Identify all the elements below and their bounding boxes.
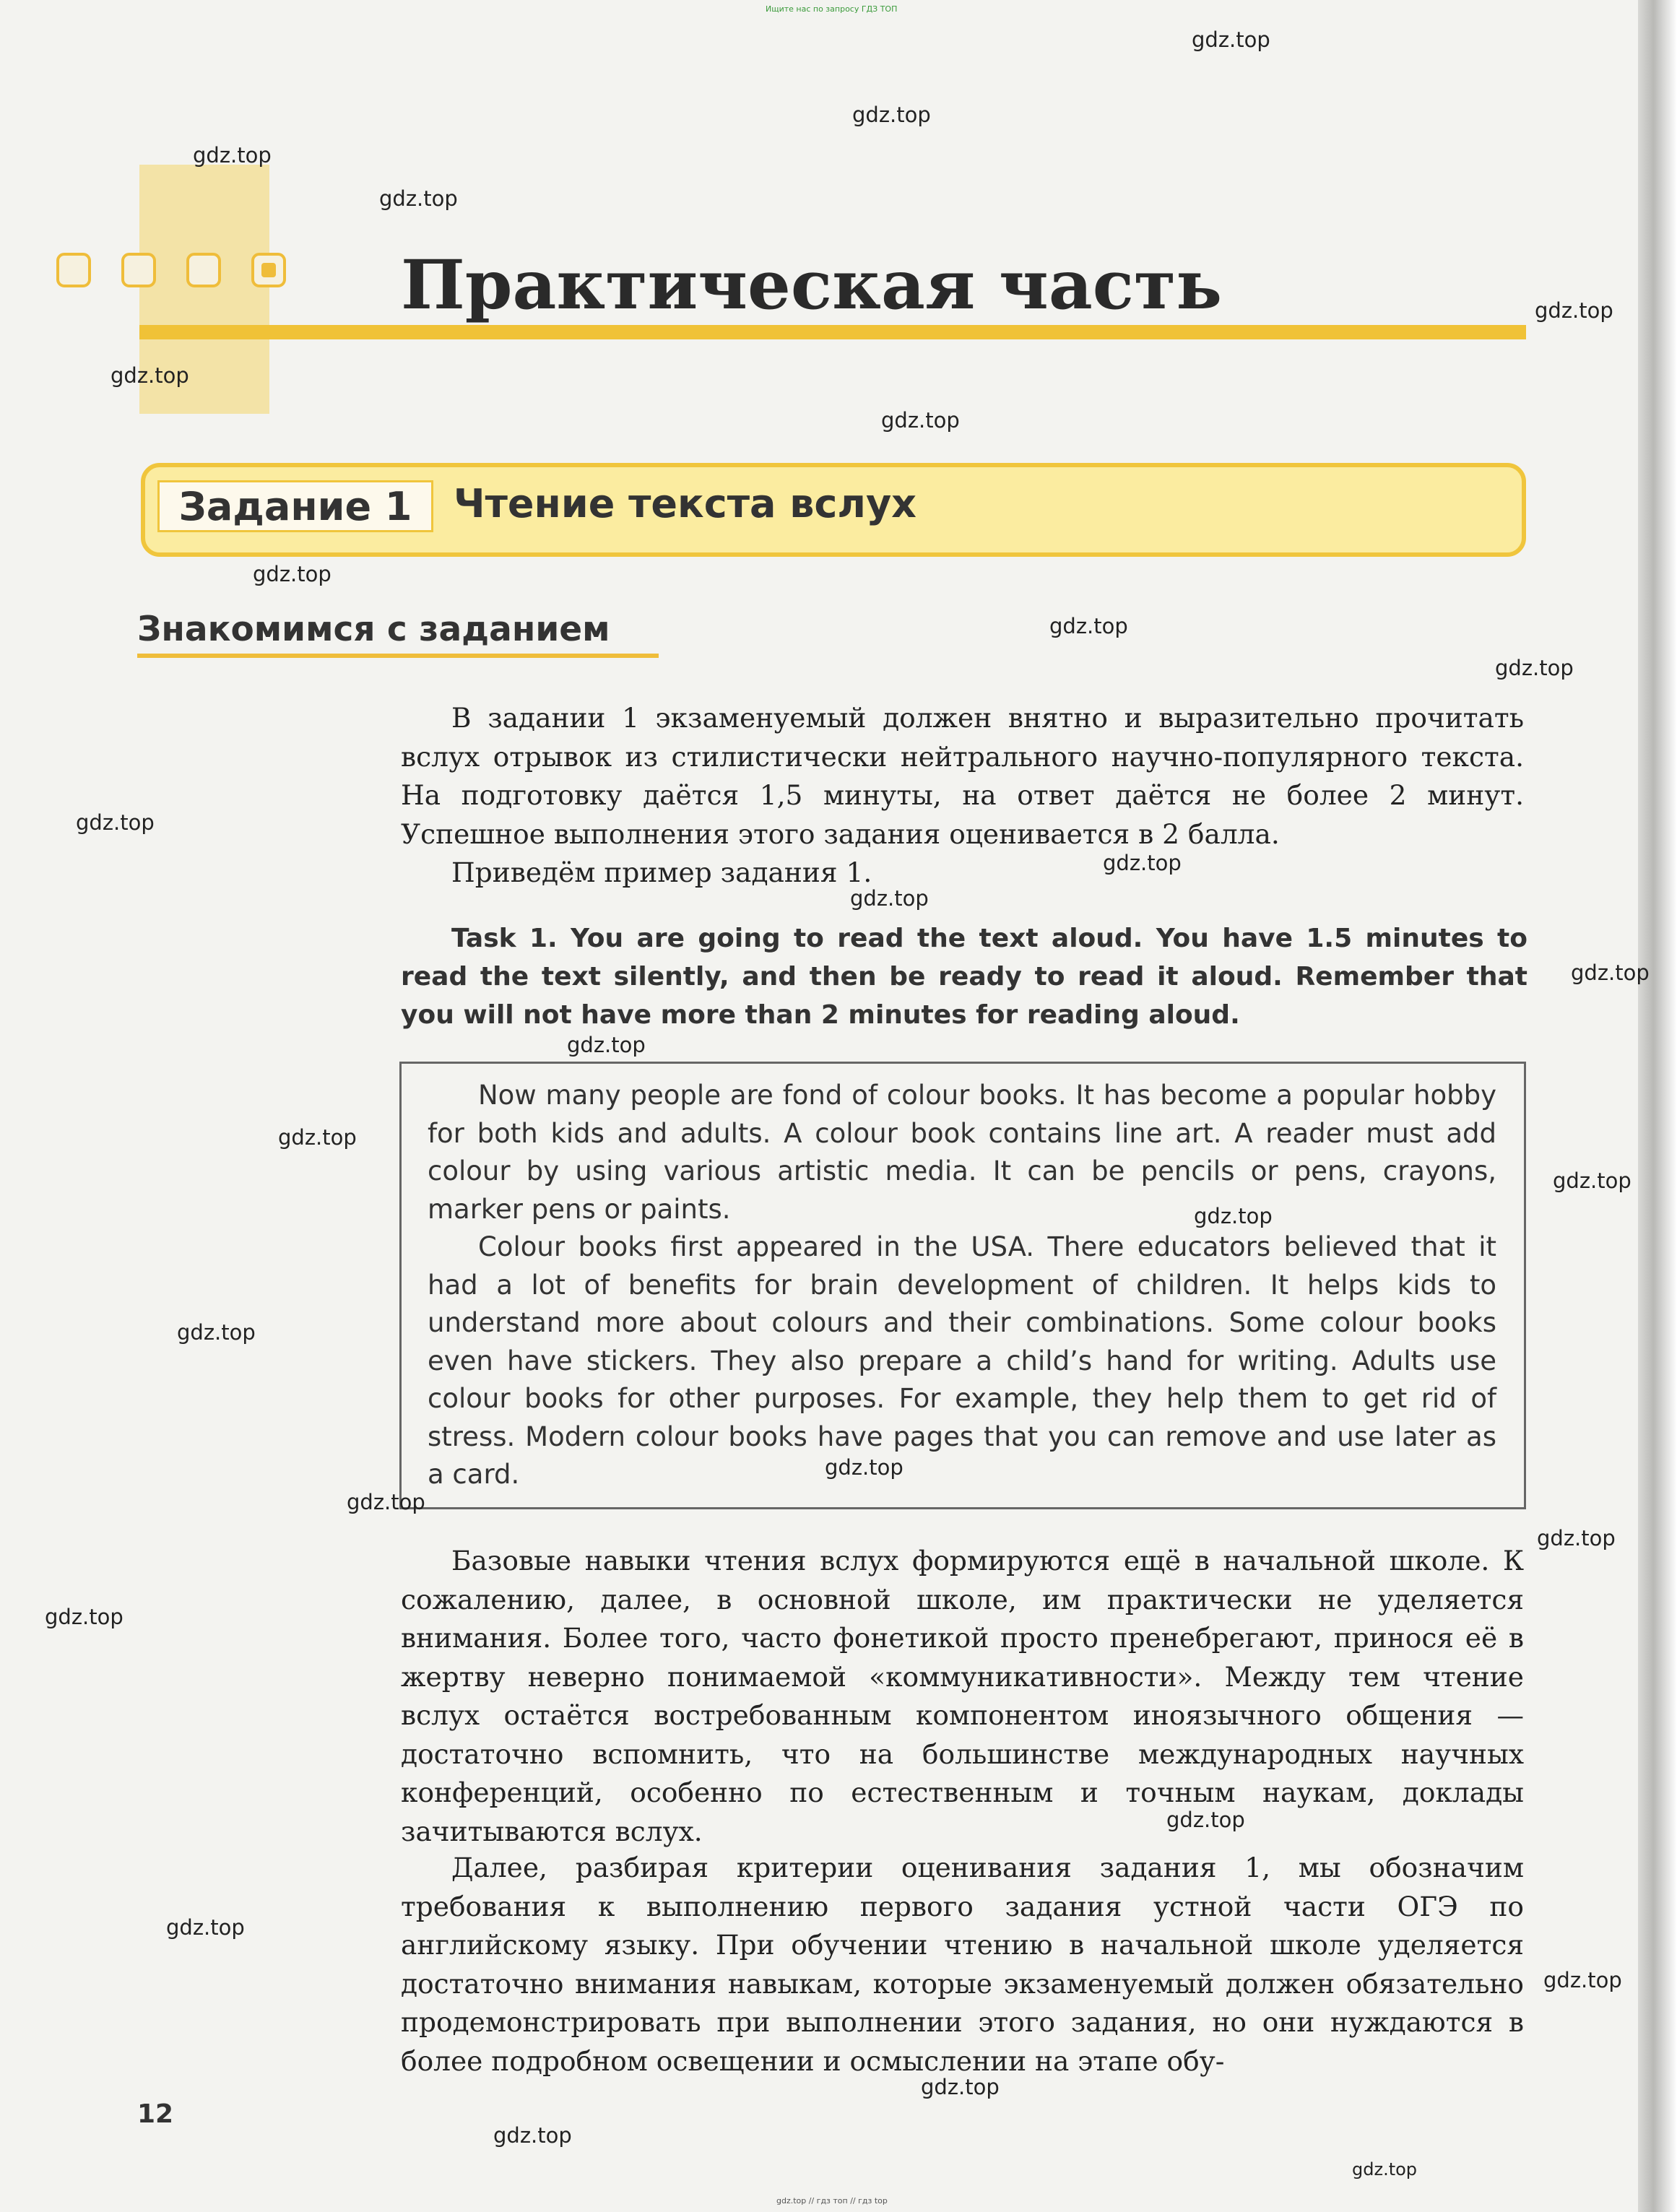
watermark: gdz.top xyxy=(850,886,929,911)
watermark: gdz.top xyxy=(193,143,272,168)
watermark: gdz.top xyxy=(852,103,931,127)
footer-note: gdz.top // гдз топ // гдз top xyxy=(776,2196,888,2206)
watermark: gdz.top xyxy=(493,2123,572,2148)
intro-paragraph: В задании 1 экзаменуемый должен внятно и выразительно прочитать вслух отрывок из стилистически нейтрального научно-популярного текста. На подготовку даётся 1,5 минуты, на ответ даётся не более 2 минут. Успешное выполнения этого задания оценивается в 2 балла. xyxy=(401,702,1524,850)
example-intro: Приведём пример задания 1. xyxy=(451,856,872,888)
watermark: gdz.top xyxy=(1537,1526,1616,1550)
watermark: gdz.top xyxy=(1194,1204,1273,1228)
watermark: gdz.top xyxy=(177,1320,256,1345)
section-title: Практическая часть xyxy=(401,246,1223,325)
watermark: gdz.top xyxy=(921,2075,1000,2099)
header-note: Ищите нас по запросу ГДЗ ТОП xyxy=(766,4,898,14)
watermark: gdz.top xyxy=(1192,27,1270,52)
body-paragraph-2: Далее, разбирая критерии оценивания задания 1, мы обозначим требования к выполнению первого задания устной части ОГЭ по английскому языку. При обучении чтению в начальной школе уделяется достаточно внимания навыкам, которые экзаменуемый должен обязательно продемонстрировать при выполнении этого задания, но они нуждаются в более подробном освещении и осмыслении на этапе обу- xyxy=(401,1852,1524,2077)
reading-paragraph-1: Now many people are fond of colour books. It has become a popular hobby for both kids and adults. A colour book contains line art. A reader must add colour by using various artistic media. It can be pencils or pens, crayons, marker pens or paints. xyxy=(428,1080,1496,1225)
watermark: gdz.top xyxy=(1553,1168,1632,1193)
watermark: gdz.top xyxy=(1352,2159,1418,2180)
progress-square-3-icon xyxy=(186,253,221,287)
watermark: gdz.top xyxy=(110,363,189,388)
watermark: gdz.top xyxy=(379,186,458,211)
task-number: Задание 1 xyxy=(157,480,433,532)
watermark: gdz.top xyxy=(166,1915,245,1940)
body-paragraph-1: Базовые навыки чтения вслух формируются ещё в начальной школе. К сожалению, далее, в основной школе, им практически не уделяется внимания. Более того, часто фонетикой просто пренебрегают, принося её в жертву неверно понимаемой «коммуникативности». Между тем чтение вслух остаётся востребованным компонентом иноязычного общения — достаточно вспомнить, что на большинстве международных научных конференций, особенно по естественным и точным наукам, доклады зачитываются вслух. xyxy=(401,1545,1524,1847)
reading-text-box xyxy=(399,1062,1526,1509)
watermark: gdz.top xyxy=(45,1605,124,1629)
watermark: gdz.top xyxy=(825,1455,904,1480)
progress-square-2-icon xyxy=(121,253,156,287)
progress-square-1-icon xyxy=(56,253,91,287)
watermark: gdz.top xyxy=(1495,656,1574,680)
title-underline-bar xyxy=(139,325,1526,339)
watermark: gdz.top xyxy=(1571,960,1650,985)
watermark: gdz.top xyxy=(1535,298,1613,323)
watermark: gdz.top xyxy=(253,562,332,586)
subheading-underline xyxy=(137,654,659,658)
page-edge-shadow xyxy=(1638,0,1677,2212)
page-number: 12 xyxy=(137,2099,174,2129)
watermark: gdz.top xyxy=(567,1033,646,1057)
watermark: gdz.top xyxy=(1166,1808,1245,1832)
task-instruction: Task 1. You are going to read the text aloud. You have 1.5 minutes to read the text silently, and then be ready to read it aloud. Remember that you will not have more than 2 minutes for reading aloud. xyxy=(401,924,1528,1030)
watermark: gdz.top xyxy=(1049,614,1128,638)
task-title: Чтение текста вслух xyxy=(454,481,917,526)
watermark: gdz.top xyxy=(881,408,960,433)
watermark: gdz.top xyxy=(278,1125,357,1150)
reading-paragraph-2: Colour books first appeared in the USA. There educators believed that it had a lot of benefits for brain development of children. It helps kids to understand more about colours and their combinations. Some colour books even have stickers. They also prepare a child’s hand for writing. Adults use colour books for other purposes. For example, they help them to get rid of stress. Modern colour books have pages that you can remove and use later as a card. xyxy=(428,1231,1496,1490)
watermark: gdz.top xyxy=(1543,1968,1622,1992)
watermark: gdz.top xyxy=(347,1490,425,1514)
subheading: Знакомимся с заданием xyxy=(137,610,610,649)
watermark: gdz.top xyxy=(76,810,155,835)
watermark: gdz.top xyxy=(1103,851,1182,875)
progress-square-active-icon xyxy=(251,253,286,287)
